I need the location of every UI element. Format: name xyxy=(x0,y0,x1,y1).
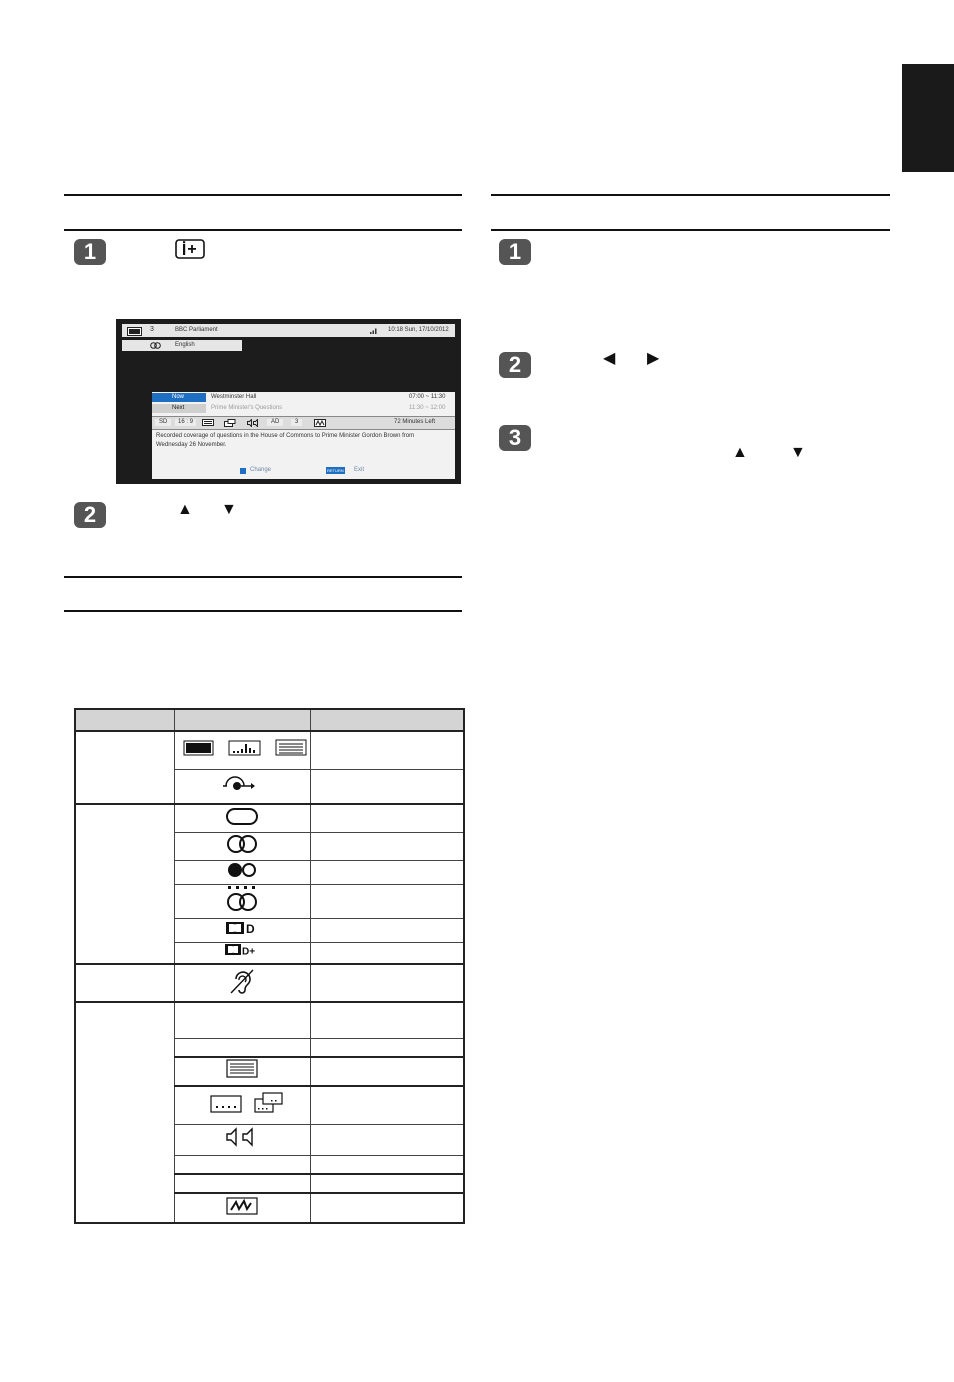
table-icon-cell xyxy=(174,832,310,860)
table-desc-cell xyxy=(310,884,464,918)
tv-radio-text-icon xyxy=(177,738,307,758)
stereo-icon xyxy=(150,342,162,351)
table-icon-cell xyxy=(174,1038,310,1057)
now-time: 07:00 ~ 11:30 xyxy=(409,394,446,400)
table-icon-cell xyxy=(174,942,310,964)
table-icon-cell xyxy=(174,1155,310,1174)
table-desc-cell xyxy=(310,1038,464,1057)
next-title: Prime Minister's Questions xyxy=(211,405,283,411)
audio-description-speaker-icon xyxy=(224,1126,260,1148)
dolby-digital-icon xyxy=(225,920,259,936)
table-icon-cell xyxy=(174,884,310,918)
hearing-impaired-icon xyxy=(227,967,257,995)
badge-3: 3 xyxy=(291,419,302,426)
right-step-badge-2: 2 xyxy=(499,352,531,378)
minutes-left: 72 Minutes Left xyxy=(394,419,436,425)
table-header-cell xyxy=(310,709,464,731)
teletext-icon xyxy=(202,419,214,428)
table-header-cell xyxy=(174,709,310,731)
next-row xyxy=(152,404,455,414)
table-icon-cell xyxy=(174,964,310,1002)
table-icon-cell xyxy=(174,1086,310,1124)
mono-icon xyxy=(225,806,259,826)
info-button-icon xyxy=(175,239,205,259)
table-icon-cell xyxy=(174,804,310,832)
table-icon-cell xyxy=(174,860,310,884)
language-tab xyxy=(902,64,954,172)
table-desc-cell xyxy=(310,832,464,860)
dual-mono-icon xyxy=(225,861,259,879)
stereo-icon xyxy=(225,834,259,854)
audio-language: English xyxy=(175,342,195,348)
now-title: Westminster Hall xyxy=(211,394,257,400)
time-date: 10:18 Sun, 17/10/2012 xyxy=(388,327,449,333)
table-desc-cell xyxy=(310,860,464,884)
table-group-cell xyxy=(75,964,174,1002)
now-row xyxy=(152,393,455,403)
badge-row xyxy=(152,416,455,430)
programme-description: Recorded coverage of questions in the House of Commons to Prime Minister Gordon Brown from Wednesday 26 November. xyxy=(156,433,415,448)
table-desc-cell xyxy=(310,942,464,964)
section2-rule-top xyxy=(64,576,462,578)
right-step-badge-3: 3 xyxy=(499,425,531,451)
table-desc-cell xyxy=(310,804,464,832)
channel-banner xyxy=(122,324,455,337)
tv-info-screen xyxy=(116,319,461,484)
tv-icon xyxy=(127,327,142,336)
programme-panel xyxy=(152,392,455,479)
teletext-icon xyxy=(225,1058,259,1080)
section-rule-top xyxy=(64,194,462,196)
dolby-digital-plus-icon xyxy=(224,943,260,957)
svg-text:D: D xyxy=(246,921,255,936)
badge-ad: AD xyxy=(267,419,283,426)
section2-rule-bottom xyxy=(64,610,462,612)
table-desc-cell xyxy=(310,918,464,942)
table-group-cell xyxy=(75,1002,174,1223)
subtitle-icon xyxy=(224,419,236,429)
up-arrow-icon: ▲ xyxy=(177,501,193,518)
section-rule-bottom-right xyxy=(491,229,890,231)
badge-sd: SD xyxy=(155,419,171,426)
skip-icon xyxy=(222,774,262,794)
return-key: RETURN xyxy=(327,468,344,473)
next-label: Next xyxy=(172,405,185,411)
mheg-icon xyxy=(225,1196,259,1216)
up-arrow-icon: ▲ xyxy=(732,444,748,461)
table-icon-cell xyxy=(174,769,310,804)
down-arrow-icon: ▼ xyxy=(221,501,237,518)
subtitle-icons xyxy=(197,1090,287,1116)
step-badge-2: 2 xyxy=(74,502,106,528)
channel-number: 3 xyxy=(150,326,154,333)
table-group-cell xyxy=(75,804,174,964)
change-label: Change xyxy=(250,467,272,473)
table-desc-cell xyxy=(310,1124,464,1155)
audio-bar xyxy=(122,340,242,351)
table-header-cell xyxy=(75,709,174,731)
mheg-icon xyxy=(314,419,326,429)
table-icon-cell xyxy=(174,731,310,769)
section-rule-bottom xyxy=(64,229,462,231)
table-desc-cell xyxy=(310,731,464,769)
signal-icon xyxy=(370,327,378,334)
table-desc-cell xyxy=(310,769,464,804)
next-time: 11:30 ~ 12:00 xyxy=(409,405,446,411)
table-group-cell xyxy=(75,731,174,804)
table-desc-cell xyxy=(310,1155,464,1174)
table-desc-cell xyxy=(310,1086,464,1124)
ok-key-icon xyxy=(240,468,246,474)
step-badge-1: 1 xyxy=(74,239,106,265)
table-icon-cell xyxy=(174,1057,310,1086)
multichannel-icon xyxy=(225,885,259,913)
left-arrow-icon: ◀ xyxy=(603,350,616,367)
symbols-table xyxy=(74,708,465,1224)
table-icon-cell xyxy=(174,918,310,942)
speaker-icon xyxy=(247,419,259,429)
table-desc-cell xyxy=(310,1193,464,1223)
right-arrow-icon: ▶ xyxy=(647,350,660,367)
table-icon-cell xyxy=(174,1174,310,1193)
exit-label: Exit xyxy=(354,467,365,473)
down-arrow-icon: ▼ xyxy=(790,444,806,461)
svg-text:D+: D+ xyxy=(242,946,256,958)
badge-aspect: 16 : 9 xyxy=(175,419,196,426)
now-label: Now xyxy=(172,394,185,400)
channel-name: BBC Parliament xyxy=(175,327,218,333)
table-desc-cell xyxy=(310,1002,464,1038)
table-desc-cell xyxy=(310,1057,464,1086)
table-icon-cell xyxy=(174,1193,310,1223)
table-desc-cell xyxy=(310,1174,464,1193)
right-step-badge-1: 1 xyxy=(499,239,531,265)
table-desc-cell xyxy=(310,964,464,1002)
table-icon-cell xyxy=(174,1124,310,1155)
section-rule-top-right xyxy=(491,194,890,196)
table-icon-cell xyxy=(174,1002,310,1038)
